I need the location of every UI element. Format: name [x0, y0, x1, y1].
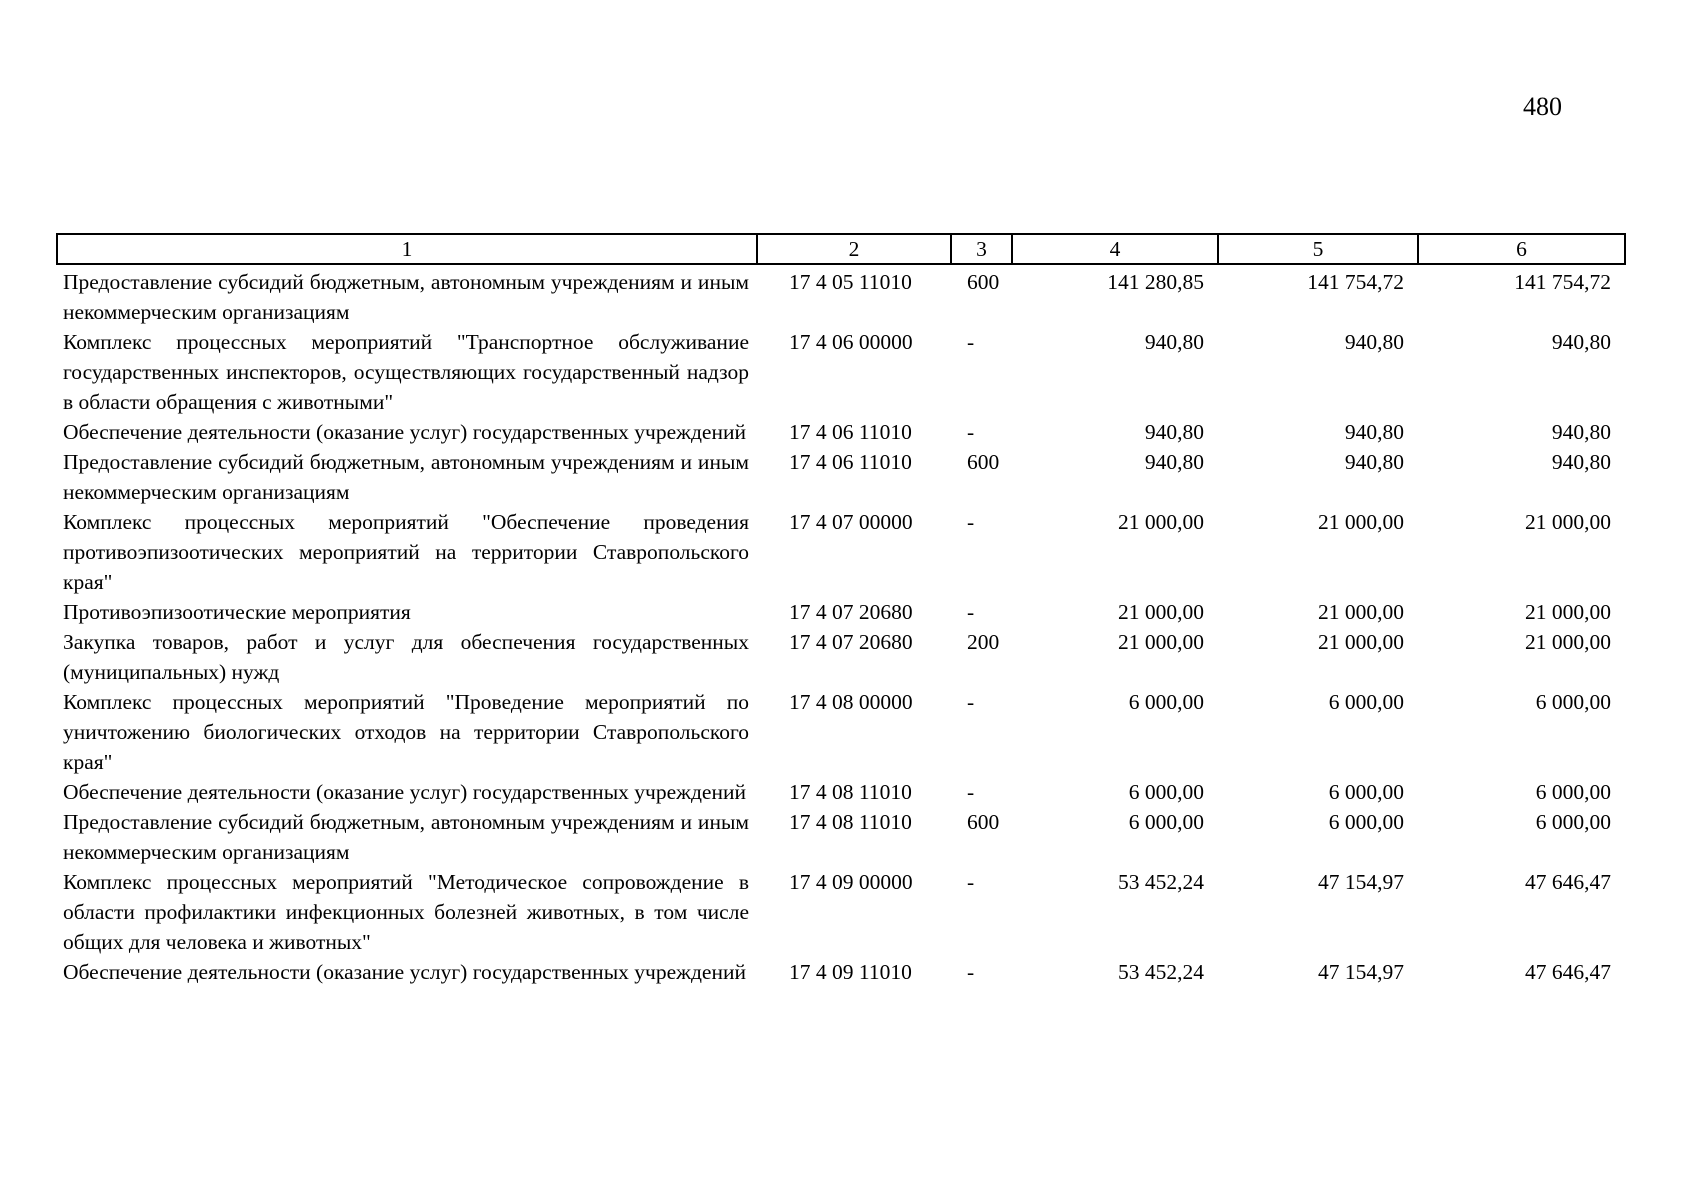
row-amount-2: 940,80: [1344, 330, 1404, 354]
row-name: Обеспечение деятельности (оказание услуг) государственных учреждений: [63, 960, 746, 984]
row-amount-3: 21 000,00: [1525, 600, 1611, 624]
row-amount-2: 21 000,00: [1318, 510, 1404, 534]
row-amount-2: 47 154,97: [1318, 960, 1404, 984]
row-name: Комплекс процессных мероприятий "Методическое сопровождение в области профилактики инфекционных болезней животных, в том числе общих для человека и животных": [63, 870, 749, 954]
budget-table: [56, 233, 1626, 987]
row-type: 200: [967, 630, 1000, 654]
row-amount-2: 6 000,00: [1328, 810, 1404, 834]
row-amount-2: 21 000,00: [1318, 600, 1404, 624]
row-code: 17 4 09 11010: [789, 960, 912, 984]
table-row: [57, 687, 1625, 777]
row-amount-2: 21 000,00: [1318, 630, 1404, 654]
row-amount-1: 940,80: [1144, 420, 1204, 444]
row-name: Противоэпизоотические мероприятия: [63, 600, 411, 624]
row-amount-2: 6 000,00: [1328, 690, 1404, 714]
table-row: [57, 447, 1625, 507]
column-header-3: 3: [951, 234, 1012, 264]
table-row: [57, 417, 1625, 447]
row-amount-1: 6 000,00: [1128, 690, 1204, 714]
row-amount-3: 940,80: [1551, 420, 1611, 444]
row-type: -: [967, 960, 975, 984]
row-type: 600: [967, 810, 1000, 834]
row-amount-1: 940,80: [1144, 450, 1204, 474]
row-name: Комплекс процессных мероприятий "Обеспечение проведения противоэпизоотических мероприятий на территории Ставропольского края": [63, 510, 749, 594]
row-amount-2: 47 154,97: [1318, 870, 1404, 894]
table-row: [57, 807, 1625, 867]
row-amount-3: 940,80: [1551, 330, 1611, 354]
row-amount-2: 940,80: [1344, 420, 1404, 444]
row-amount-3: 6 000,00: [1535, 780, 1611, 804]
table-row: [57, 867, 1625, 957]
row-type: -: [967, 780, 975, 804]
row-amount-1: 21 000,00: [1118, 510, 1204, 534]
row-type: -: [967, 690, 975, 714]
row-type: -: [967, 870, 975, 894]
table-row: [57, 264, 1625, 327]
column-header-1: 1: [57, 234, 757, 264]
row-amount-1: 53 452,24: [1118, 960, 1204, 984]
row-amount-1: 6 000,00: [1128, 810, 1204, 834]
row-code: 17 4 06 11010: [789, 450, 912, 474]
row-name: Комплекс процессных мероприятий "Транспортное обслуживание государственных инспекторов, осуществляющих государственный надзор в области обращения с животными": [63, 330, 749, 414]
row-amount-3: 21 000,00: [1525, 510, 1611, 534]
row-amount-1: 53 452,24: [1118, 870, 1204, 894]
row-amount-1: 6 000,00: [1128, 780, 1204, 804]
table-row: [57, 327, 1625, 417]
row-name: Предоставление субсидий бюджетным, автономным учреждениям и иным некоммерческим организациям: [63, 450, 749, 504]
column-header-6: 6: [1418, 234, 1625, 264]
table-row: [57, 627, 1625, 687]
row-code: 17 4 07 20680: [789, 600, 913, 624]
column-header-5: 5: [1218, 234, 1418, 264]
row-amount-3: 6 000,00: [1535, 690, 1611, 714]
row-name: Комплекс процессных мероприятий "Проведение мероприятий по уничтожению биологических отходов на территории Ставропольского края": [63, 690, 749, 774]
row-type: 600: [967, 270, 1000, 294]
column-header-4: 4: [1012, 234, 1218, 264]
row-code: 17 4 05 11010: [789, 270, 912, 294]
row-type: -: [967, 600, 975, 624]
row-code: 17 4 08 00000: [789, 690, 913, 714]
row-code: 17 4 06 11010: [789, 420, 912, 444]
row-amount-3: 47 646,47: [1525, 960, 1611, 984]
row-amount-1: 21 000,00: [1118, 630, 1204, 654]
row-type: -: [967, 420, 975, 444]
row-name: Обеспечение деятельности (оказание услуг) государственных учреждений: [63, 420, 746, 444]
row-type: 600: [967, 450, 1000, 474]
row-code: 17 4 07 00000: [789, 510, 913, 534]
row-amount-3: 940,80: [1551, 450, 1611, 474]
row-amount-1: 940,80: [1144, 330, 1204, 354]
row-name: Предоставление субсидий бюджетным, автономным учреждениям и иным некоммерческим организациям: [63, 810, 749, 864]
row-amount-1: 21 000,00: [1118, 600, 1204, 624]
row-code: 17 4 08 11010: [789, 780, 912, 804]
column-header-2: 2: [757, 234, 951, 264]
table-row: [57, 777, 1625, 807]
row-amount-3: 47 646,47: [1525, 870, 1611, 894]
row-name: Предоставление субсидий бюджетным, автономным учреждениям и иным некоммерческим организациям: [63, 270, 749, 324]
row-type: -: [967, 510, 975, 534]
row-amount-3: 141 754,72: [1514, 270, 1611, 294]
row-name: Обеспечение деятельности (оказание услуг) государственных учреждений: [63, 780, 746, 804]
table-header-row: [57, 234, 1625, 264]
row-amount-1: 141 280,85: [1107, 270, 1204, 294]
row-code: 17 4 09 00000: [789, 870, 913, 894]
row-code: 17 4 06 00000: [789, 330, 913, 354]
page-number: 480: [1523, 92, 1562, 121]
table-row: [57, 507, 1625, 597]
row-amount-2: 940,80: [1344, 450, 1404, 474]
row-code: 17 4 07 20680: [789, 630, 913, 654]
row-amount-3: 21 000,00: [1525, 630, 1611, 654]
row-amount-3: 6 000,00: [1535, 810, 1611, 834]
table-row: [57, 957, 1625, 987]
row-code: 17 4 08 11010: [789, 810, 912, 834]
table-row: [57, 597, 1625, 627]
table-body: [57, 264, 1625, 987]
row-amount-2: 6 000,00: [1328, 780, 1404, 804]
row-type: -: [967, 330, 975, 354]
row-name: Закупка товаров, работ и услуг для обеспечения государственных (муниципальных) нужд: [63, 630, 749, 684]
row-amount-2: 141 754,72: [1307, 270, 1404, 294]
